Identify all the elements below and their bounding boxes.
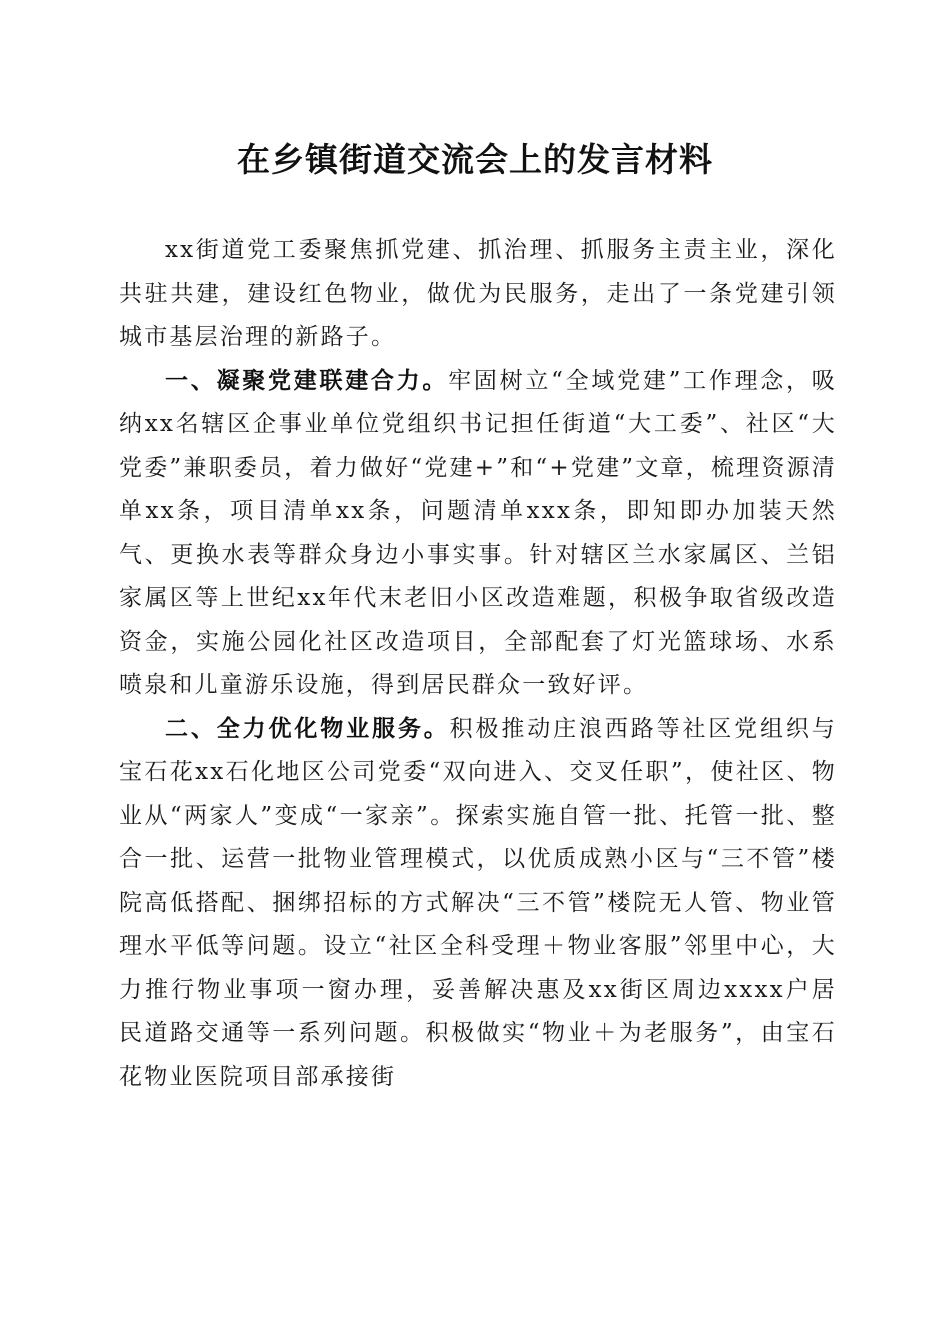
section-text-2: 积极推动庄浪西路等社区党组织与宝石花xx石化地区公司党委“双向进入、交叉任职”，使社区、物业从“两家人”变成“一家亲”。探索实施自管一批、托管一批、整合一批、运营一批物业管理模式，以优质成熟小区与“三不管”楼院高低搭配、捆绑招标的方式解决“三不管”楼院无人管、物业管理水平低等问题。设立“社区全科受理＋物业客服”邻里中心，大力推行物业事项一窗办理，妥善解决惠及xx街区周边xxxx户居民道路交通等一系列问题。积极做实“物业＋为老服务”，由宝石花物业医院项目部承接街	[119, 715, 837, 1090]
intro-paragraph: xx街道党工委聚焦抓党建、抓治理、抓服务主责主业，深化共驻共建，建设红色物业，做优为民服务，走出了一条党建引领城市基层治理的新路子。	[119, 237, 837, 350]
section-paragraph-1	[119, 360, 837, 708]
section-heading-2: 二、全力优化物业服务。	[165, 715, 450, 742]
section-heading-1: 一、凝聚党建联建合力。	[165, 367, 449, 394]
document-body	[119, 229, 837, 1099]
document-title: 在乡镇街道交流会上的发言材料	[237, 140, 713, 179]
section-text-1: 牢固树立“全域党建”工作理念，吸纳xx名辖区企事业单位党组织书记担任街道“大工委”、社区“大党委”兼职委员，着力做好“党建+”和“+党建”文章，梳理资源清单xx条，项目清单xx条，问题清单xxx条，即知即办加装天然气、更换水表等群众身边小事实事。针对辖区兰水家属区、兰铝家属区等上世纪xx年代末老旧小区改造难题，积极争取省级改造资金，实施公园化社区改造项目，全部配套了灯光篮球场、水系喷泉和儿童游乐设施，得到居民群众一致好评。	[119, 367, 837, 698]
section-paragraph-2	[119, 708, 837, 1100]
